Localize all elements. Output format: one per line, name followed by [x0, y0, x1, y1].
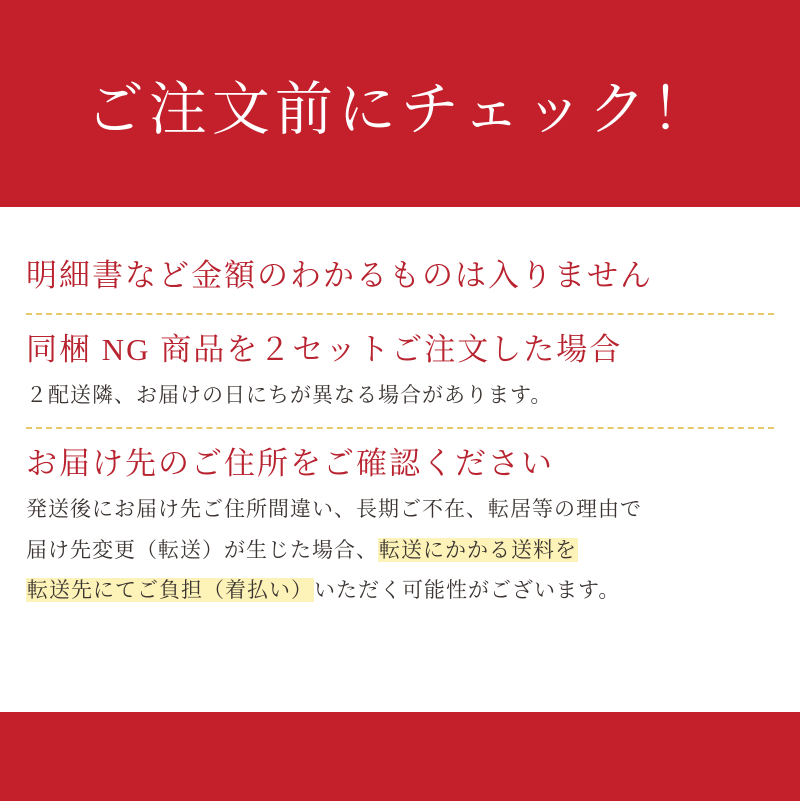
- section-subtext: ２配送隣、お届けの日にちが異なる場合があります。: [26, 382, 553, 407]
- address-line-1: 発送後にお届け先ご住所間違い、長期ご不在、転居等の理由で: [26, 497, 642, 522]
- address-line-2-plain: 届け先変更（転送）が生じた場合、: [26, 537, 378, 562]
- header-banner: [0, 0, 800, 207]
- address-line-3: [26, 574, 774, 607]
- notice-section-bundling: [26, 329, 774, 411]
- address-line-2: [26, 534, 774, 567]
- section-heading: 同梱 NG 商品を２セットご注文した場合: [26, 331, 623, 367]
- address-line-2-highlight: 転送にかかる送料を: [379, 537, 577, 562]
- content-area: [0, 207, 800, 712]
- section-heading: 明細書など金額のわかるものは入りません: [26, 258, 653, 293]
- footer-banner: [0, 712, 800, 801]
- page-title: ご注文前にチェック！: [85, 76, 715, 142]
- notice-section-address: [26, 443, 774, 606]
- notice-section-statement: [26, 255, 774, 297]
- address-line-3-highlight: 転送先にてご負担（着払い）: [27, 578, 313, 603]
- section-heading: お届け先のご住所をご確認ください: [26, 446, 554, 482]
- address-line-3-plain: いただく可能性がございます。: [314, 578, 621, 603]
- divider-2: [26, 427, 774, 429]
- divider-1: [26, 313, 774, 315]
